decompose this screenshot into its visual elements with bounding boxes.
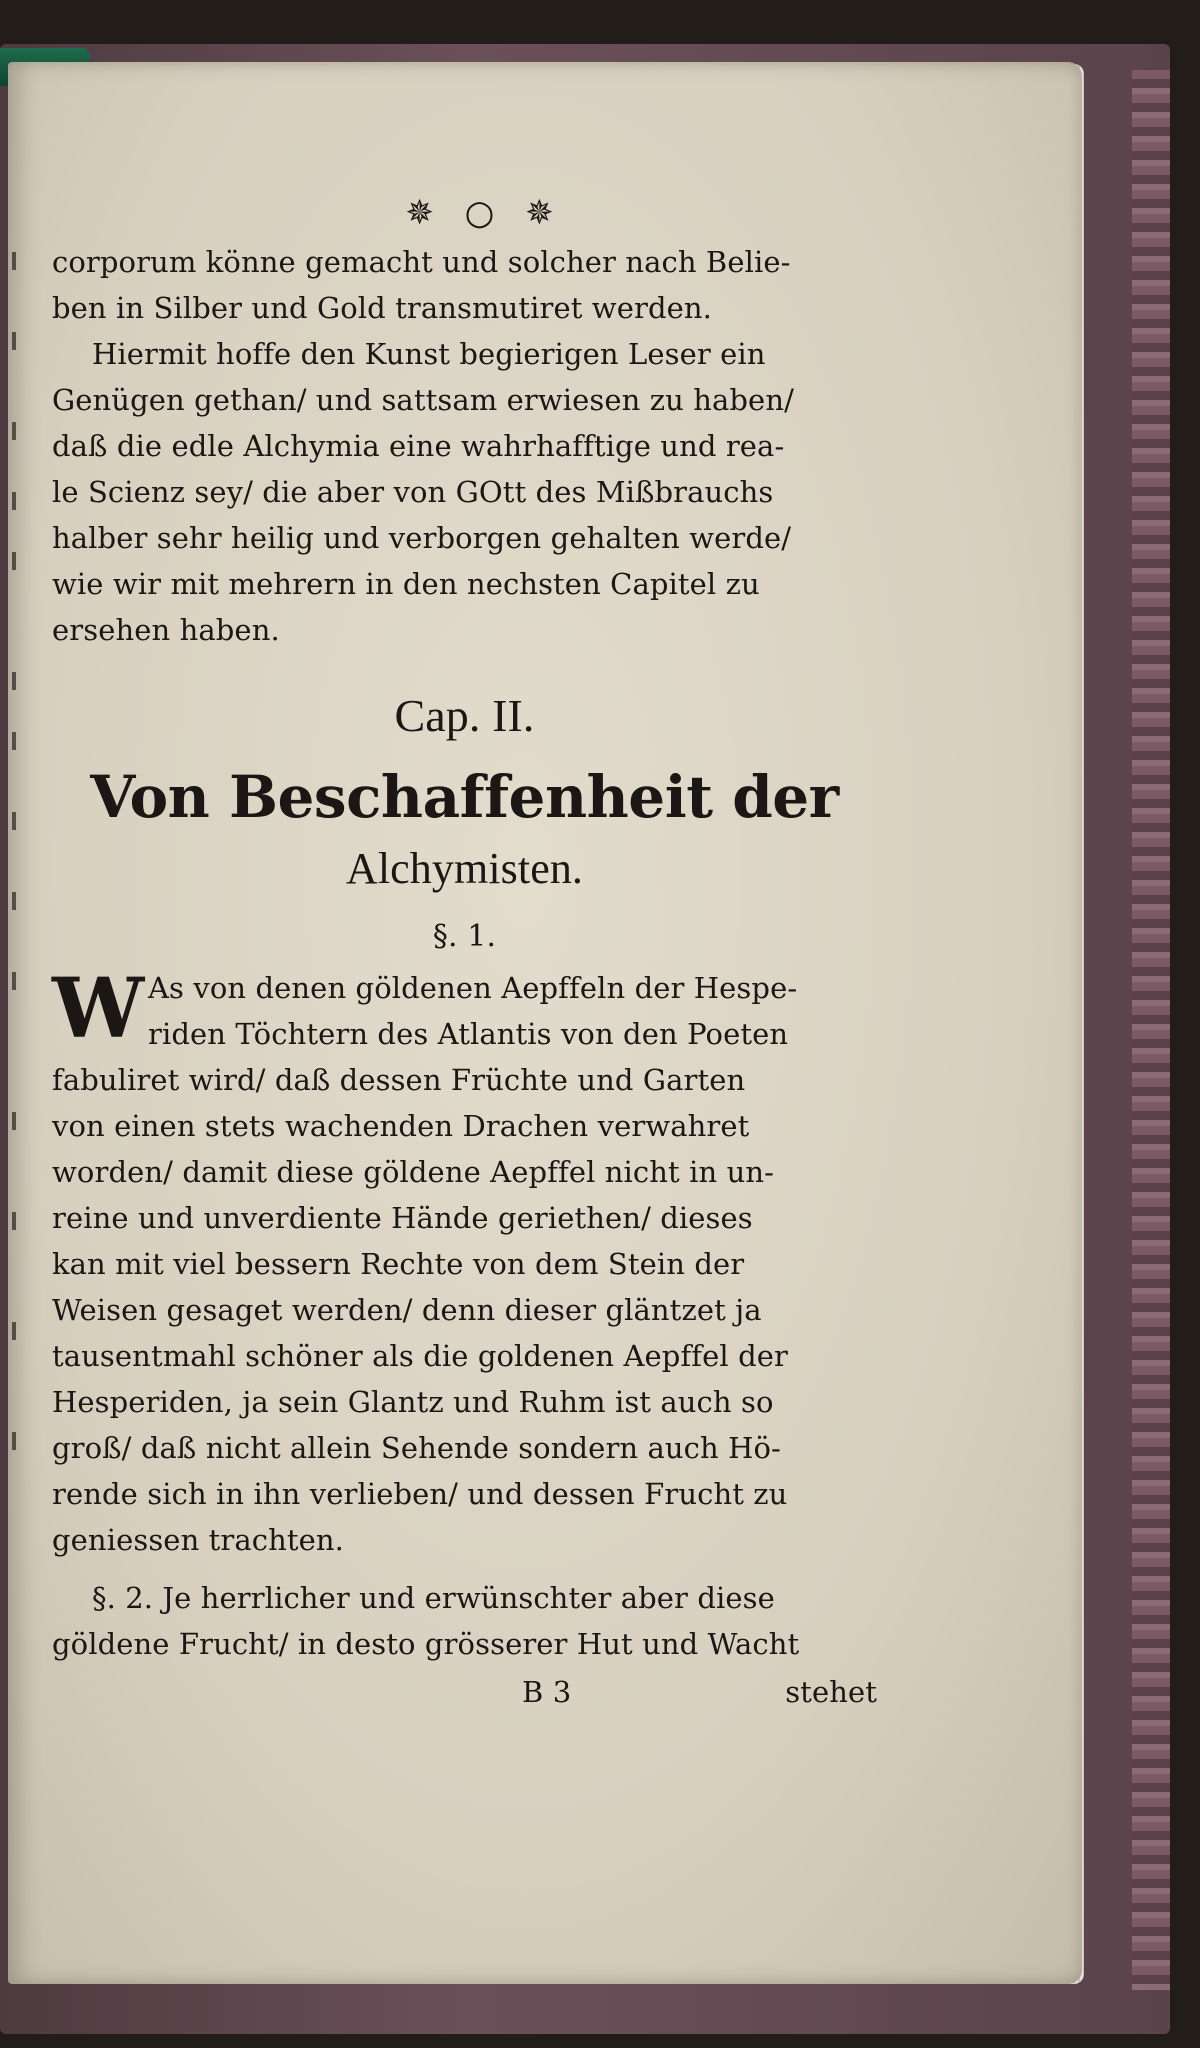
book-page xyxy=(8,62,1082,1984)
text-line: reine und unverdiente Hände geriethen/ dieses xyxy=(52,1201,753,1235)
text-line: kan mit viel bessern Rechte von dem Stein der xyxy=(52,1247,745,1281)
text-line: geniessen trachten. xyxy=(52,1523,344,1557)
chapter-subtitle: Alchymisten. xyxy=(345,844,584,893)
text-line: Hiermit hoffe den Kunst begierigen Leser ein xyxy=(92,337,766,371)
drop-cap-initial: W xyxy=(52,961,145,1057)
text-line: daß die edle Alchymia eine wahrhafftige und rea- xyxy=(52,429,785,463)
text-line: Hesperiden, ja sein Glantz und Ruhm ist auch so xyxy=(52,1385,774,1419)
section-number: §. 1. xyxy=(432,919,497,954)
text-line: ben in Silber und Gold transmutiret werden. xyxy=(52,291,712,325)
text-line: Genügen gethan/ und sattsam erwiesen zu haben/ xyxy=(52,383,794,417)
page-text xyxy=(52,187,877,1717)
drop-cap-block xyxy=(52,961,877,1057)
text-line: §. 2. Je herrlicher und erwünschter aber diese xyxy=(92,1581,775,1615)
signature-mark: B 3 xyxy=(522,1675,572,1709)
text-line: göldene Frucht/ in desto grösserer Hut und Wacht xyxy=(52,1627,800,1661)
text-line: rende sich in ihn verlieben/ und dessen Frucht zu xyxy=(52,1477,788,1511)
chapter-title: Von Beschaffenheit der xyxy=(90,763,839,831)
text-line: Weisen gesaget werden/ denn dieser gläntzet ja xyxy=(52,1293,762,1327)
cover-edge xyxy=(1132,70,1170,1990)
text-line: As von denen göldenen Aepffeln der Hespe- xyxy=(148,971,798,1005)
text-line: ersehen haben. xyxy=(52,613,280,647)
text-line: von einen stets wachenden Drachen verwahret xyxy=(52,1109,750,1143)
chapter-number: Cap. II. xyxy=(394,690,535,741)
text-line: wie wir mit mehrern in den nechsten Capitel zu xyxy=(52,567,760,601)
gutter-show-through xyxy=(12,252,22,1652)
text-line: riden Töchtern des Atlantis von den Poeten xyxy=(148,1017,789,1051)
header-ornament: ✵ ○ ✵ xyxy=(405,193,564,233)
text-line: le Scienz sey/ die aber von GOtt des Mißbrauchs xyxy=(52,475,774,509)
text-line: halber sehr heilig und verborgen gehalten werde/ xyxy=(52,521,792,555)
text-line: corporum könne gemacht und solcher nach Belie- xyxy=(52,245,791,279)
text-line: tausentmahl schöner als die goldenen Aepffel der xyxy=(52,1339,788,1373)
text-line: fabuliret wird/ daß dessen Früchte und Garten xyxy=(52,1063,746,1097)
page-footer xyxy=(52,1667,877,1717)
text-line: groß/ daß nicht allein Sehende sondern auch Hö- xyxy=(52,1431,781,1465)
text-line: worden/ damit diese göldene Aepffel nicht in un- xyxy=(52,1155,775,1189)
catchword: stehet xyxy=(785,1675,877,1709)
